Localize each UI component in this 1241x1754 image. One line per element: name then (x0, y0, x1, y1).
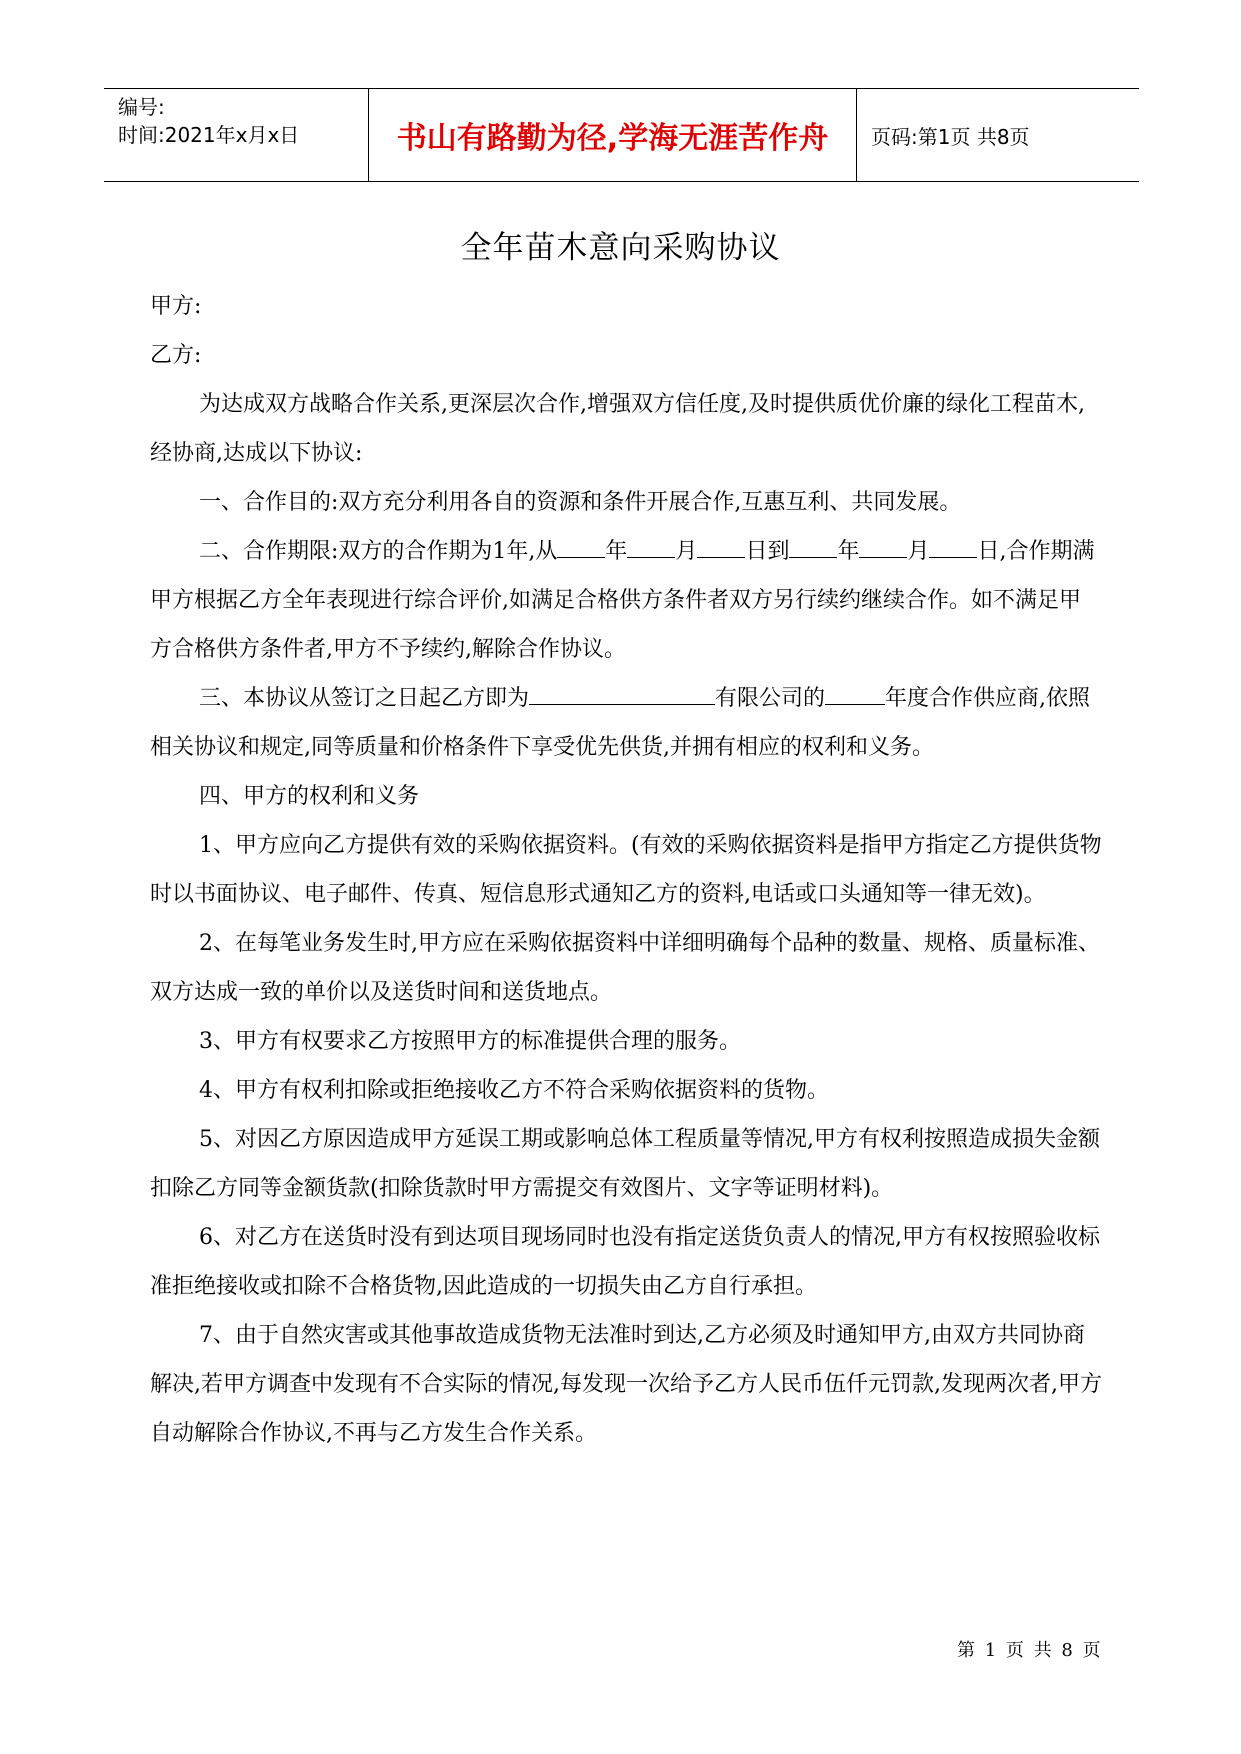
list-item: 6、对乙方在送货时没有到达项目现场同时也没有指定送货负责人的情况,甲方有权按照验收标准拒绝接收或扣除不合格货物,因此造成的一切损失由乙方自行承担。 (150, 1225, 1100, 1299)
section-1: 一、合作目的:双方充分利用各自的资源和条件开展合作,互惠互利、共同发展。 (199, 490, 962, 515)
document-number-label: 编号: (118, 95, 165, 119)
section-2-end-year-label: 年 (837, 539, 860, 564)
header-motto: 书山有路勤为径,学海无涯苦作舟 (369, 89, 857, 181)
section-3-text-a: 三、本协议从签订之日起乙方即为 (199, 686, 530, 711)
section-2-day-label: 日到 (745, 539, 790, 564)
document-time-label: 时间:2021年x月x日 (118, 123, 300, 147)
section-2 (150, 527, 1102, 674)
list-item: 2、在每笔业务发生时,甲方应在采购依据资料中详细明确每个品种的数量、规格、质量标准、双方达成一致的单价以及送货时间和送货地点。 (150, 931, 1100, 1005)
blank-end-year[interactable] (789, 531, 837, 558)
section-4-heading: 四、甲方的权利和义务 (199, 784, 420, 809)
blank-start-month[interactable] (627, 531, 675, 558)
section-2-end-month-label: 月 (907, 539, 930, 564)
document-body (150, 282, 1102, 1458)
header-meta (104, 89, 369, 181)
section-2-year-label: 年 (605, 539, 628, 564)
section-2-text-a: 二、合作期限:双方的合作期为1年,从 (199, 539, 558, 564)
blank-end-month[interactable] (859, 531, 907, 558)
section-2-text-b: 日,合作期满甲方根据乙方全年表现进行综合评价,如满足合格供方条件者双方另行续约继续合作。如不满足甲方合格供方条件者,甲方不予续约,解除合作协议。 (150, 539, 1095, 662)
section-2-month-label: 月 (675, 539, 698, 564)
section-3-text-c: 年度合作供应商,依照相关协议和规定,同等质量和价格条件下享受优先供货,并拥有相应的权利和义务。 (150, 686, 1091, 760)
party-b-label: 乙方: (150, 343, 202, 368)
blank-start-day[interactable] (697, 531, 745, 558)
blank-year[interactable] (825, 678, 885, 705)
document-title: 全年苗木意向采购协议 (460, 230, 781, 266)
list-item: 3、甲方有权要求乙方按照甲方的标准提供合理的服务。 (199, 1029, 741, 1054)
section-3-text-b: 有限公司的 (715, 686, 826, 711)
blank-end-day[interactable] (929, 531, 977, 558)
page-header (104, 88, 1139, 182)
party-a-label: 甲方: (150, 294, 202, 319)
blank-company-name[interactable] (529, 678, 715, 705)
page-footer: 第 1 页 共 8 页 (957, 1640, 1103, 1661)
intro-paragraph: 为达成双方战略合作关系,更深层次合作,增强双方信任度,及时提供质优价廉的绿化工程苗木,经协商,达成以下协议: (150, 392, 1085, 466)
list-item: 7、由于自然灾害或其他事故造成货物无法准时到达,乙方必须及时通知甲方,由双方共同协商解决,若甲方调查中发现有不合实际的情况,每发现一次给予乙方人民币伍仟元罚款,发现两次者,甲方自动解除合作协议,不再与乙方发生合作关系。 (150, 1323, 1102, 1446)
blank-start-year[interactable] (557, 531, 605, 558)
section-3 (150, 674, 1102, 772)
list-item: 5、对因乙方原因造成甲方延误工期或影响总体工程质量等情况,甲方有权利按照造成损失金额扣除乙方同等金额货款(扣除货款时甲方需提交有效图片、文字等证明材料)。 (150, 1127, 1100, 1201)
list-item: 4、甲方有权利扣除或拒绝接收乙方不符合采购依据资料的货物。 (199, 1078, 829, 1103)
list-item: 1、甲方应向乙方提供有效的采购依据资料。(有效的采购依据资料是指甲方指定乙方提供货物时以书面协议、电子邮件、传真、短信息形式通知乙方的资料,电话或口头通知等一律无效)。 (150, 833, 1102, 907)
header-page-label: 页码:第1页 共8页 (871, 124, 1030, 149)
